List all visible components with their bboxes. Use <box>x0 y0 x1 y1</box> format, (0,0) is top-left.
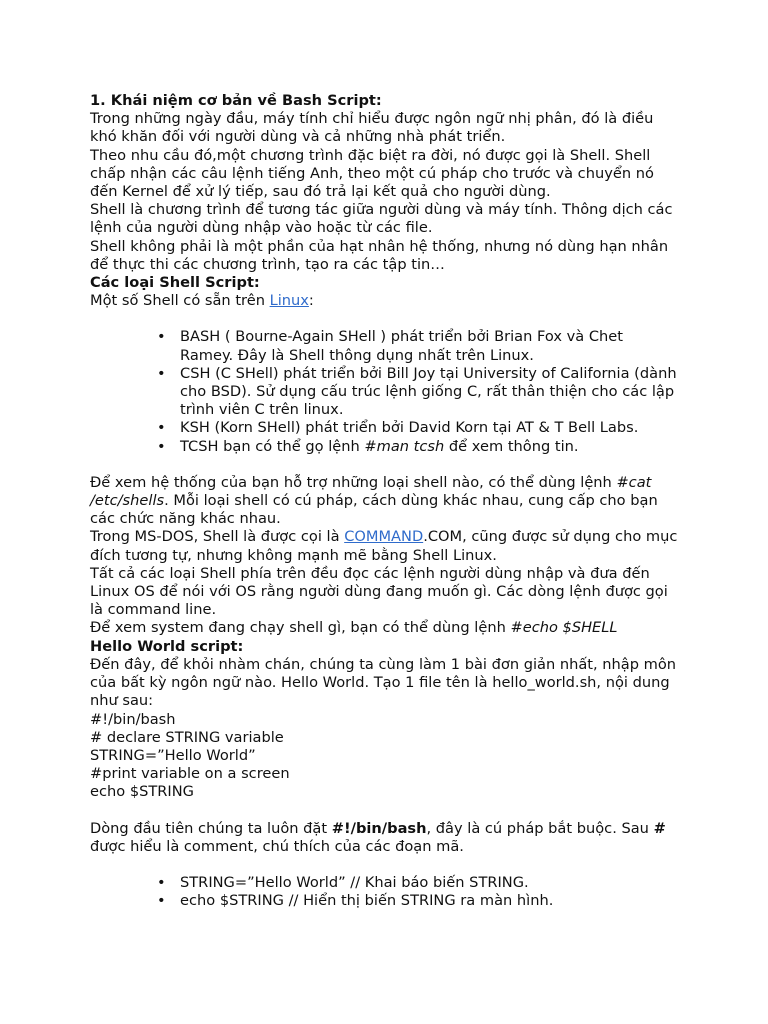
text-segment: : <box>308 292 314 310</box>
command-text: #echo $SHELL <box>510 619 618 637</box>
text-segment: Dòng đầu tiên chúng ta luôn đặt <box>90 819 332 837</box>
text-segment: Trong MS-DOS, Shell là được cọi là <box>90 528 345 546</box>
text-segment: TCSH bạn có thể gọ lệnh <box>180 437 365 455</box>
list-item: • echo $STRING // Hiển thị biến STRING ra màn hình. <box>180 892 680 910</box>
paragraph-shebang <box>90 820 680 856</box>
list-item <box>180 438 680 456</box>
heading-hello-world: Hello World script: <box>90 637 244 655</box>
text-segment: để xem thông tin. <box>444 437 579 455</box>
paragraph-shell-origin: Theo nhu cầu đó,một chương trình đặc biệt ra đời, nó được gọi là Shell. Shell chấp nhận các câu lệnh tiếng Anh, theo một cú pháp cho trước và chuyển nó đến Kernel để xử lý tiếp, sau đó trả lại kết quả cho người dùng. <box>90 146 654 201</box>
text-segment: được hiểu là comment, chú thích của các đoạn mã. <box>90 837 464 855</box>
code-line: #print variable on a screen <box>90 765 290 783</box>
heading-bash-basics: 1. Khái niệm cơ bản về Bash Script: <box>90 92 382 109</box>
text-segment: Một số Shell có sẵn trên <box>90 292 270 310</box>
paragraph-intro: Trong những ngày đầu, máy tính chỉ hiểu được ngôn ngữ nhị phân, đó là điều khó khăn đối với người dùng và cả những nhà phát triển. <box>90 110 654 146</box>
spacer <box>90 856 680 874</box>
text-segment: Để xem hệ thống của bạn hỗ trợ những loại shell nào, có thể dùng lệnh <box>90 473 617 491</box>
paragraph-hello-intro: Đến đây, để khỏi nhàm chán, chúng ta cùng làm 1 bài đơn giản nhất, nhập môn của bất kỳ ngôn ngữ nào. Hello World. Tạo 1 file tên là hello_world.sh, nội dung như sau: <box>90 655 677 710</box>
paragraph-available-shells <box>90 292 680 310</box>
command-link[interactable]: COMMAND <box>344 528 424 546</box>
code-block <box>90 711 680 802</box>
text-segment: , đây là cú pháp bắt buộc. Sau <box>426 819 654 837</box>
code-line: echo $STRING <box>90 783 194 801</box>
paragraph-shell-kernel: Shell không phải là một phần của hạt nhân hệ thống, nhưng nó dùng hạn nhân để thực thi các chương trình, tạo ra các tập tin… <box>90 237 669 273</box>
linux-link[interactable]: Linux <box>269 292 309 310</box>
list-item: • BASH ( Bourne-Again SHell ) phát triển bởi Brian Fox và Chet Ramey. Đây là Shell thông dụng nhất trên Linux. <box>180 328 680 364</box>
heading-shell-types: Các loại Shell Script: <box>90 274 260 292</box>
shell-list <box>180 328 680 455</box>
shebang-text: #!/bin/bash <box>331 819 427 837</box>
command-text: #cat /etc/shells <box>90 473 652 510</box>
code-line: #!/bin/bash <box>90 710 176 728</box>
list-item: • KSH (Korn SHell) phát triển bởi David Korn tại AT & T Bell Labs. <box>180 419 680 437</box>
code-line: # declare STRING variable <box>90 728 284 746</box>
paragraph-ms-dos <box>90 528 680 564</box>
spacer <box>90 802 680 820</box>
list-item: • STRING=”Hello World” // Khai báo biến STRING. <box>180 874 680 892</box>
command-text: #man tcsh <box>364 437 445 455</box>
list-item: • CSH (C SHell) phát triển bởi Bill Joy tại University of California (dành cho BSD). Sử dụng cấu trúc lệnh giống C, rất thân thiện cho các lập trình viên C trên linux. <box>180 365 680 420</box>
document-page <box>90 92 680 910</box>
hash-text: # <box>653 819 666 837</box>
text-segment: Để xem system đang chạy shell gì, bạn có thể dùng lệnh <box>90 619 511 637</box>
code-line: STRING=”Hello World” <box>90 746 256 764</box>
text-segment: .COM, cũng được sử dụng cho mục đích tương tự, nhưng không mạnh mẽ bằng Shell Linux. <box>90 528 678 564</box>
text-segment: . Mỗi loại shell có cú pháp, cách dùng khác nhau, cung cấp cho bạn các chức năng khác nhau. <box>90 492 658 528</box>
paragraph-check-shells <box>90 474 680 529</box>
spacer <box>90 456 680 474</box>
notes-list <box>180 874 680 910</box>
spacer <box>90 310 680 328</box>
paragraph-command-line: Tất cả các loại Shell phía trên đều đọc các lệnh người dùng nhập và đưa đến Linux OS để nói với OS rằng người dùng đang muốn gì. Các dòng lệnh được gọi là command line. <box>90 564 668 619</box>
paragraph-shell-role: Shell là chương trình để tương tác giữa người dùng và máy tính. Thông dịch các lệnh của người dùng nhập vào hoặc từ các file. <box>90 201 673 237</box>
paragraph-echo-shell <box>90 619 680 637</box>
